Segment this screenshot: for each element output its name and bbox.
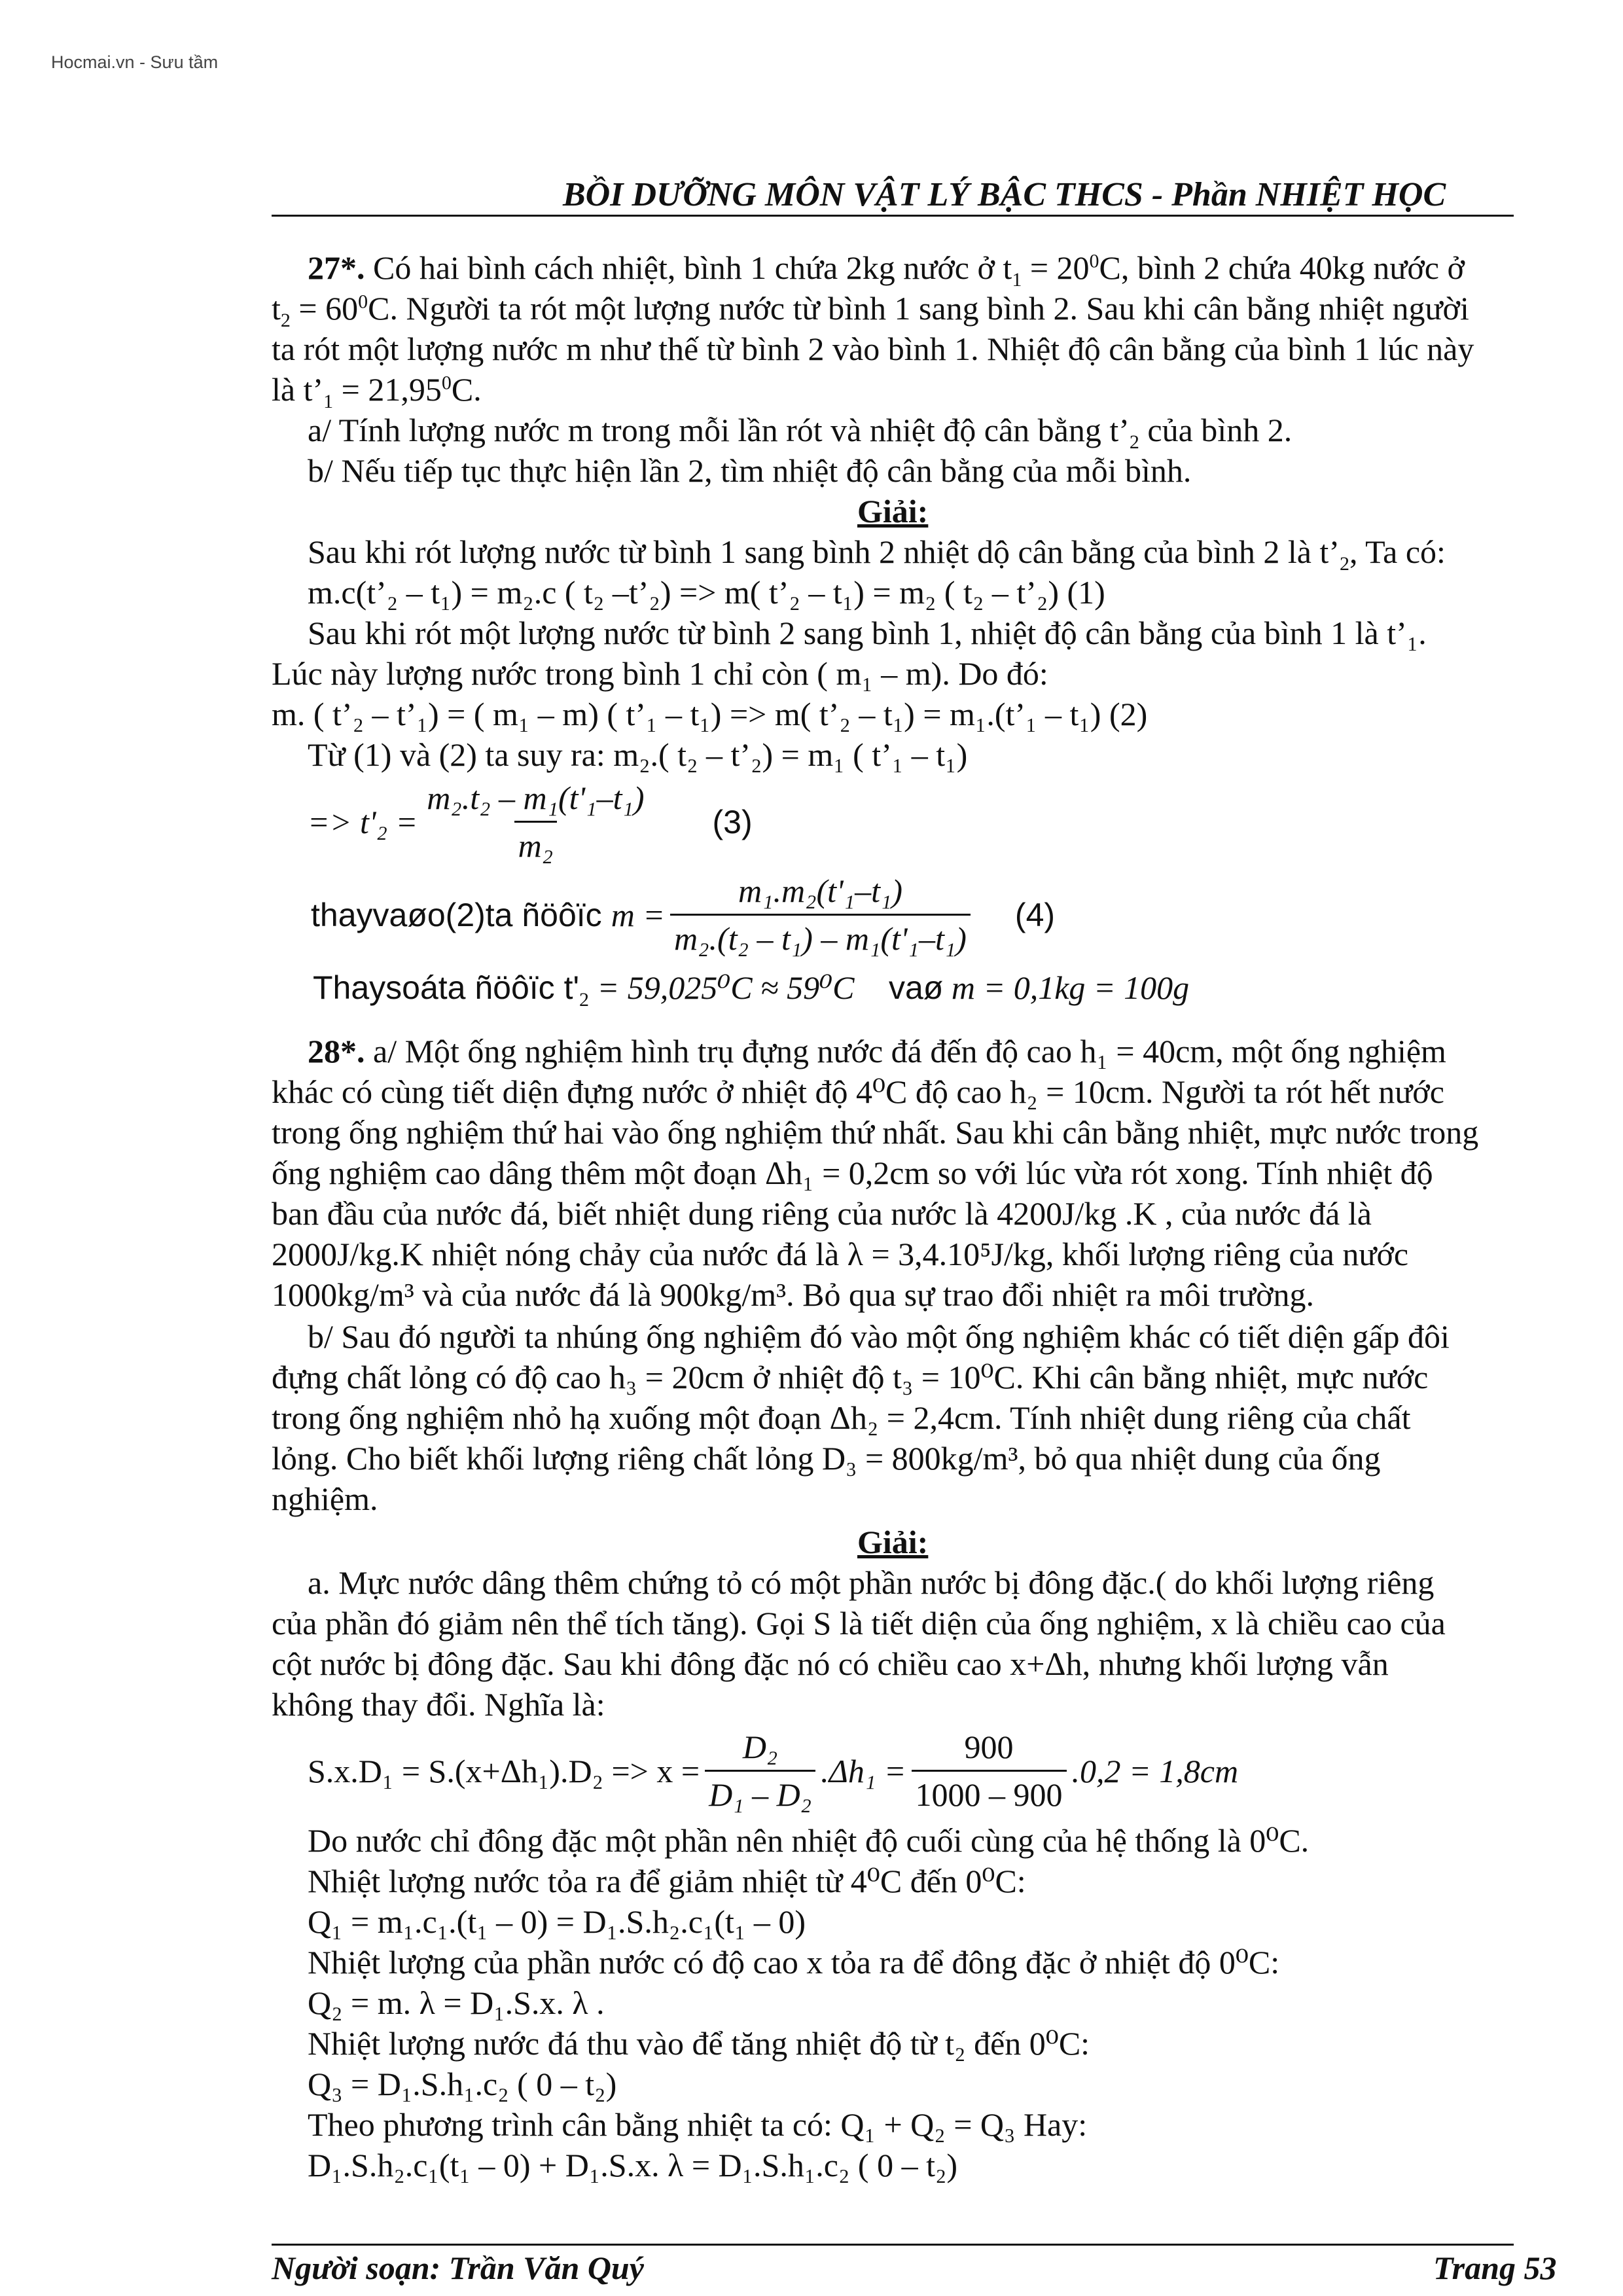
p28-after-line: Q₁ = m₁.c₁.(t₁ – 0) = D₁.S.h₂.c₁(t₁ – 0) — [308, 1903, 806, 1940]
p27-result: Thaysoáta ñöôïc $t'_2 = 59,025^0C \approx 59^0C$ vaø m = 0,1kg = 100g — [313, 969, 1190, 1011]
p28-line: nghiệm. — [272, 1480, 378, 1517]
footer-author: Người soạn: Trần Văn Quý — [272, 2250, 644, 2286]
fraction-denominator: 1000 – 900 — [912, 1770, 1067, 1815]
p28-line: ban đầu của nước đá, biết nhiệt dung riêng của nước là 4200J/kg .K , của nước đá là — [272, 1195, 1372, 1232]
formula-text: Thaysoáta ñöôïc t' — [313, 969, 580, 1006]
p27-text: của bình 2. — [1139, 412, 1293, 448]
p27-text: C. Người ta rót một lượng nước từ bình 1 sang bình 2. Sau khi cân bằng nhiệt người — [368, 290, 1469, 327]
p28-line: trong ống nghiệm nhỏ hạ xuống một đoạn Δh₂ = 2,4cm. Tính nhiệt dung riêng của chất — [272, 1399, 1411, 1436]
p28-line: 2000J/kg.K nhiệt nóng chảy của nước đá là λ = 3,4.10⁵J/kg, khối lượng riêng của nước — [272, 1236, 1409, 1272]
p27-text: t — [272, 290, 281, 327]
p27-text: , Ta có: — [1349, 533, 1446, 570]
formula-text: thayvaøo(2)ta ñöôïc — [311, 896, 602, 933]
p28-line: trong ống nghiệm thứ hai vào ống nghiệm thứ nhất. Sau khi cân bằng nhiệt, mực nước trong — [272, 1114, 1479, 1151]
p28-after-line: Q₃ = D₁.S.h₁.c₂ ( 0 – t₂) — [308, 2066, 617, 2102]
fraction-numerator: m₂.t₂ – m₁(t'₁–t₁) — [427, 780, 645, 816]
p27-sol-3: Sau khi rót một lượng nước từ bình 2 sang bình 1, nhiệt độ cân bằng của bình 1 là t’₁. — [308, 615, 1427, 651]
p27-sol-4: Lúc này lượng nước trong bình 1 chỉ còn ( m₁ – m). Do đó: — [272, 655, 1048, 692]
formula-text: m = 0,1kg = 100g — [951, 969, 1190, 1006]
p27-solution-heading: Giải: — [857, 493, 929, 529]
p28-line: lỏng. Cho biết khối lượng riêng chất lỏng D₃ = 800kg/m³, bỏ qua nhiệt dung của ống — [272, 1440, 1381, 1477]
p27-number: 27*. — [308, 249, 365, 286]
p27-sol-6: Từ (1) và (2) ta suy ra: m₂.( t₂ – t’₂) = m₁ ( t’₁ – t₁) — [308, 736, 968, 773]
p28-text: a/ Một ống nghiệm hình trụ đựng nước đá đến độ cao h₁ = 40cm, một ống nghiệm — [373, 1033, 1446, 1069]
fraction-denominator: m₂.(t₂ – t₁) – m₁(t'₁–t₁) — [670, 914, 971, 959]
p28-after-line: Theo phương trình cân bằng nhiệt ta có: Q₁ + Q₂ = Q₃ Hay: — [308, 2106, 1088, 2143]
p27-text: là t’ — [272, 371, 324, 408]
fraction — [705, 1727, 815, 1815]
p27-sol-2: m.c(t’₂ – t₁) = m₂.c ( t₂ –t’₂) => m( t’₂ – t₁) = m₂ ( t₂ – t’₂) (1) — [308, 574, 1105, 611]
footer-page-number: Trang 53 — [1433, 2250, 1557, 2286]
page-header: BỒI DƯỠNG MÔN VẬT LÝ BẬC THCS - Phần NHIỆT HỌC — [563, 176, 1446, 213]
formula-text: vaø — [888, 969, 944, 1006]
p27-sol-1: Sau khi rót lượng nước từ bình 1 sang bình 2 nhiệt dộ cân bằng của bình 2 là $t’_2$, Ta có: — [308, 533, 1446, 575]
formula-text: .Δh₁ = — [821, 1752, 906, 1789]
p27-text: = 20 — [1029, 249, 1090, 286]
p28-after-line: D₁.S.h₂.c₁(t₁ – 0) + D₁.S.x. λ = D₁.S.h₁.c₂ ( 0 – t₂) — [308, 2147, 958, 2183]
p27-line-3: ta rót một lượng nước m như thế từ bình 2 vào bình 1. Nhiệt độ cân bằng của bình 1 lúc này — [272, 331, 1474, 367]
p27-text: C, bình 2 chứa 40kg nước ở — [1099, 249, 1465, 286]
p28-sol-line: cột nước bị đông đặc. Sau khi đông đặc nó có chiều cao x+Δh, nhưng khối lượng vẫn — [272, 1645, 1389, 1682]
p27-question-b: b/ Nếu tiếp tục thực hiện lần 2, tìm nhiệt độ cân bằng của mỗi bình. — [308, 452, 1192, 489]
footer-rule — [272, 2244, 1514, 2246]
p27-sol-5: m. ( t’₂ – t’₁) = ( m₁ – m) ( t’₁ – t₁) => m( t’₂ – t₁) = m₁.(t’₁ – t₁) (2) — [272, 696, 1148, 732]
formula-text: = 59,025⁰C ≈ 59⁰C — [589, 969, 855, 1006]
p27-line-2: $t_2 = 60^0C$. Người ta rót một lượng nước từ bình 1 sang bình 2. Sau khi cân bằng nhiệt người — [272, 290, 1469, 331]
p27-text: = 21,95 — [333, 371, 442, 408]
p28-sol-line: không thay đổi. Nghĩa là: — [272, 1686, 605, 1723]
p27-formula-3 — [308, 778, 753, 866]
fraction — [670, 870, 971, 959]
p27-text: = 60 — [290, 290, 359, 327]
fraction-denominator: m₂ — [514, 821, 558, 866]
p27-text: a/ Tính lượng nước m trong mỗi lần rót và nhiệt độ cân bằng t’ — [308, 412, 1130, 448]
p28-line-1 — [308, 1031, 1446, 1071]
p28-after-line: Do nước chỉ đông đặc một phần nên nhiệt độ cuối cùng của hệ thống là 0⁰C. — [308, 1822, 1310, 1859]
fraction-numerator: 900 — [964, 1729, 1014, 1765]
p28-line: b/ Sau đó người ta nhúng ống nghiệm đó vào một ống nghiệm khác có tiết diện gấp đôi — [308, 1318, 1450, 1355]
p28-line: 1000kg/m³ và của nước đá là 900kg/m³. Bỏ qua sự trao đổi nhiệt ra môi trường. — [272, 1276, 1315, 1313]
fraction — [912, 1727, 1067, 1815]
watermark: Hocmai.vn - Sưu tầm — [51, 52, 219, 72]
fraction-numerator: D₂ — [742, 1729, 778, 1765]
p27-line-4: là $t’_1 = 21,95^0C$. — [272, 371, 482, 412]
formula-text: .0,2 = 1,8cm — [1071, 1752, 1239, 1789]
equation-tag: (3) — [712, 803, 753, 840]
p28-after-line: Nhiệt lượng nước đá thu vào để tăng nhiệt độ từ t₂ đến 0⁰C: — [308, 2025, 1090, 2062]
fraction-numerator: m₁.m₂(t'₁–t₁) — [738, 872, 902, 909]
p27-line-1: 27*. Có hai bình cách nhiệt, bình 1 chứa 2kg nước ở $t_1 = 20^0C$, bình 2 chứa 40kg nước ở — [308, 249, 1465, 291]
p27-text: C. — [451, 371, 482, 408]
p28-sol-line: của phần đó giảm nên thể tích tăng). Gọi S là tiết diện của ống nghiệm, x là chiều cao của — [272, 1605, 1446, 1641]
p28-after-line: Nhiệt lượng của phần nước có độ cao x tỏa ra để đông đặc ở nhiệt độ 0⁰C: — [308, 1944, 1280, 1981]
formula-text: => t'₂ = — [308, 803, 418, 840]
p28-solution-heading: Giải: — [857, 1524, 929, 1560]
p28-after-line: Nhiệt lượng nước tỏa ra để giảm nhiệt từ 4⁰C đến 0⁰C: — [308, 1863, 1026, 1899]
p27-text: Sau khi rót lượng nước từ bình 1 sang bình 2 nhiệt dộ cân bằng của bình 2 là t’ — [308, 533, 1340, 570]
p28-after-line: Q₂ = m. λ = D₁.S.x. λ . — [308, 1984, 605, 2021]
formula-text: m = — [611, 896, 666, 933]
fraction — [423, 778, 648, 866]
formula-text: S.x.D₁ = S.(x+Δh₁).D₂ => x = — [308, 1752, 700, 1789]
p28-line: ống nghiệm cao dâng thêm một đoạn Δh₁ = 0,2cm so với lúc vừa rót xong. Tính nhiệt độ — [272, 1155, 1433, 1191]
equation-tag: (4) — [1014, 896, 1056, 933]
p27-formula-4 — [311, 870, 1055, 959]
p27-text: Có hai bình cách nhiệt, bình 1 chứa 2kg nước ở t — [373, 249, 1012, 286]
p28-line: khác có cùng tiết diện đựng nước ở nhiệt độ 4⁰C độ cao h₂ = 10cm. Người ta rót hết nước — [272, 1073, 1444, 1110]
p28-equation-x — [308, 1727, 1238, 1815]
p27-question-a: a/ Tính lượng nước m trong mỗi lần rót và nhiệt độ cân bằng $t’_2$ của bình 2. — [308, 412, 1293, 453]
p28-line: đựng chất lỏng có độ cao h₃ = 20cm ở nhiệt độ t₃ = 10⁰C. Khi cân bằng nhiệt, mực nước — [272, 1359, 1429, 1395]
header-rule — [272, 215, 1514, 217]
fraction-denominator: D₁ – D₂ — [705, 1770, 815, 1815]
p28-sol-line: a. Mực nước dâng thêm chứng tỏ có một phần nước bị đông đặc.( do khối lượng riêng — [308, 1564, 1435, 1601]
p28-number: 28*. — [308, 1033, 365, 1069]
